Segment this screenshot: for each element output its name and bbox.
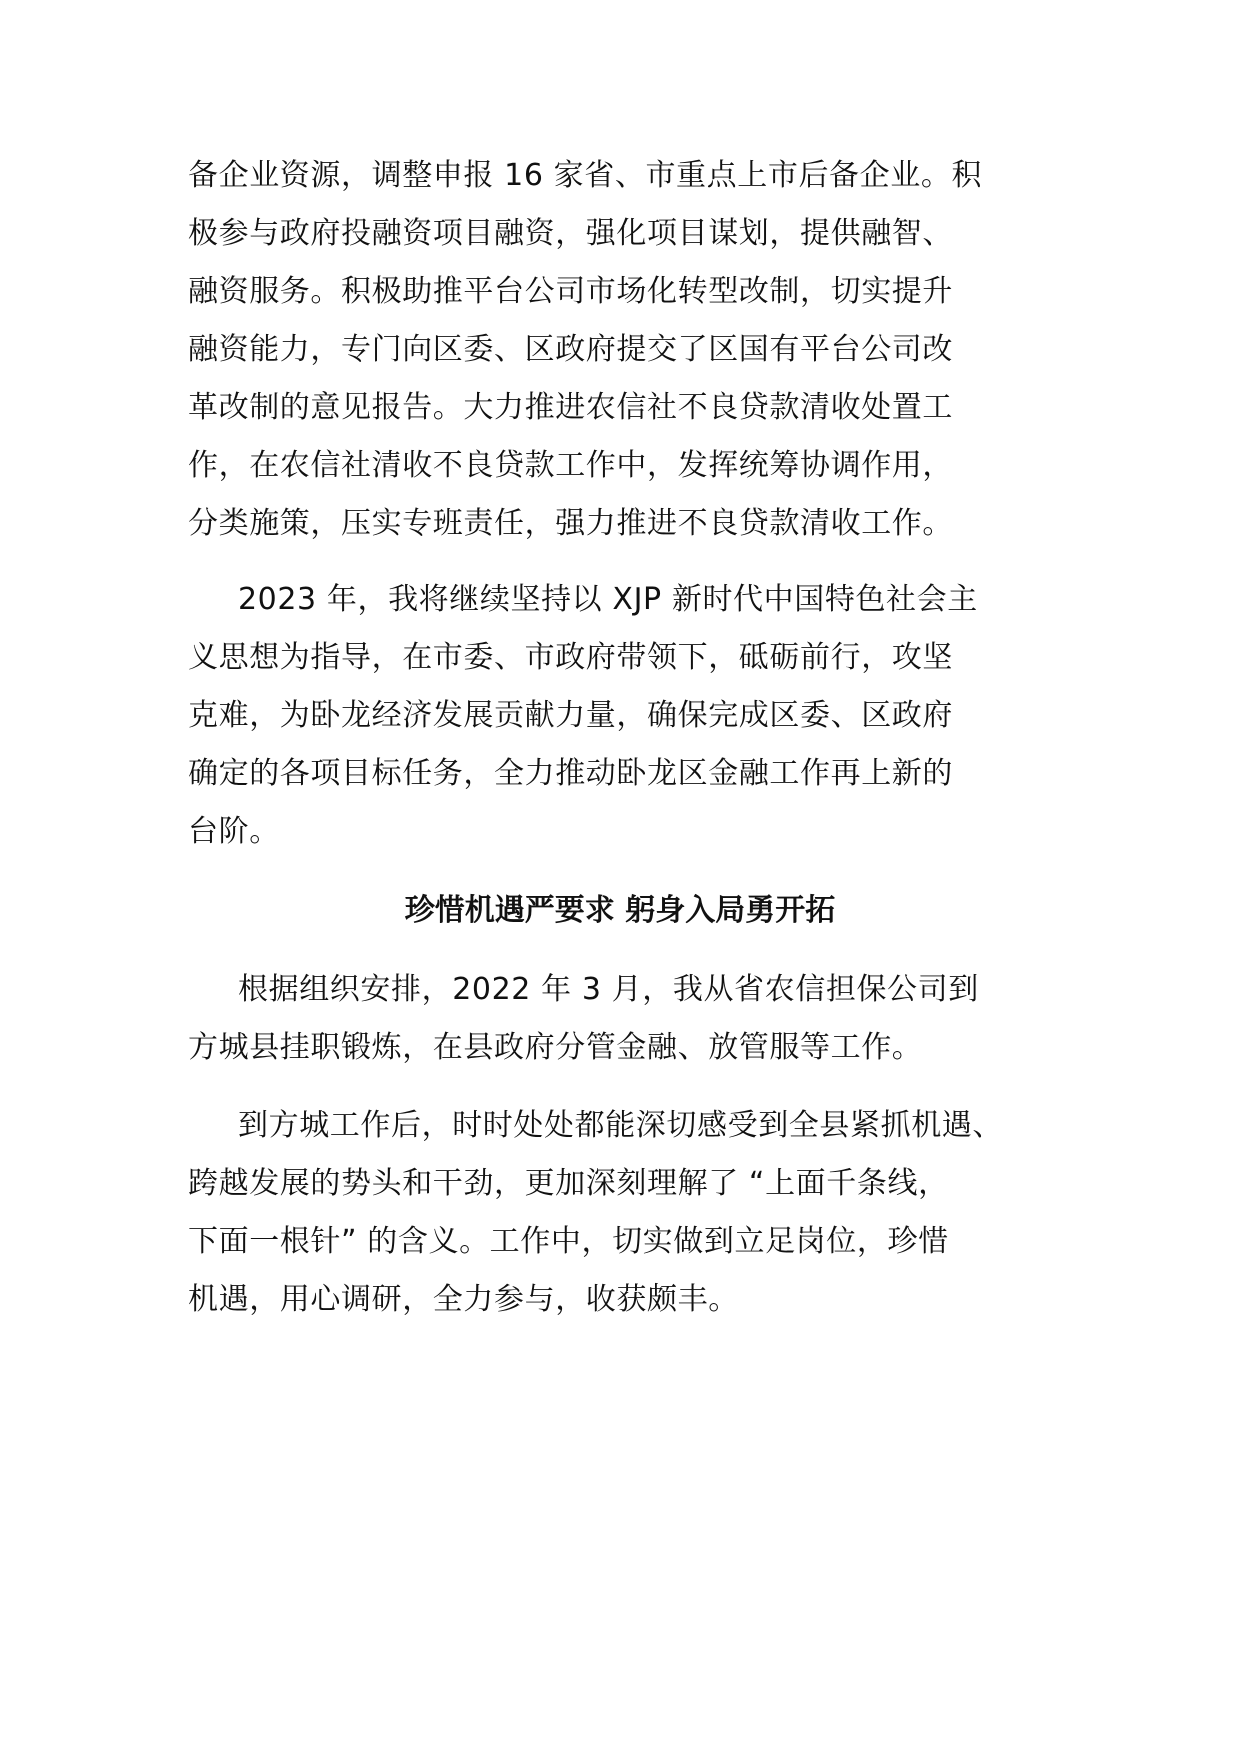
paragraph-2-line-3: 克难，为卧龙经济发展贡献力量，确保完成区委、区政府 xyxy=(188,698,953,733)
paragraph-1-line-1: 备企业资源，调整申报 16 家省、市重点上市后备企业。积 xyxy=(188,158,983,193)
paragraph-2-line-1: 2023 年，我将继续坚持以 XJP 新时代中国特色社会主 xyxy=(238,582,978,617)
paragraph-4-line-1: 到方城工作后，时时处处都能深切感受到全县紧抓机遇、 xyxy=(238,1108,1003,1143)
paragraph-4-line-3: 下面一根针” 的含义。工作中，切实做到立足岗位，珍惜 xyxy=(188,1224,949,1259)
paragraph-3-line-2: 方城县挂职锻炼，在县政府分管金融、放管服等工作。 xyxy=(188,1030,923,1065)
paragraph-1-line-6: 作，在农信社清收不良贷款工作中，发挥统筹协调作用， xyxy=(188,448,953,483)
paragraph-1-line-4: 融资能力，专门向区委、区政府提交了区国有平台公司改 xyxy=(188,332,953,367)
paragraph-4-line-4: 机遇，用心调研，全力参与，收获颇丰。 xyxy=(188,1282,739,1317)
paragraph-2-line-5: 台阶。 xyxy=(188,814,280,849)
paragraph-4-line-2: 跨越发展的势头和干劲，更加深刻理解了 “上面千条线， xyxy=(188,1166,949,1201)
paragraph-3-line-1: 根据组织安排，2022 年 3 月，我从省农信担保公司到 xyxy=(238,972,979,1007)
section-title: 珍惜机遇严要求 躬身入局勇开拓 xyxy=(404,893,836,928)
paragraph-1-line-2: 极参与政府投融资项目融资，强化项目谋划，提供融智、 xyxy=(188,216,953,251)
paragraph-1-line-5: 革改制的意见报告。大力推进农信社不良贷款清收处置工 xyxy=(188,390,953,425)
paragraph-2-line-4: 确定的各项目标任务，全力推动卧龙区金融工作再上新的 xyxy=(188,756,953,791)
paragraph-1-line-7: 分类施策，压实专班责任，强力推进不良贷款清收工作。 xyxy=(188,506,953,541)
paragraph-1-line-3: 融资服务。积极助推平台公司市场化转型改制，切实提升 xyxy=(188,274,953,309)
paragraph-2-line-2: 义思想为指导，在市委、市政府带领下，砥砺前行，攻坚 xyxy=(188,640,953,675)
